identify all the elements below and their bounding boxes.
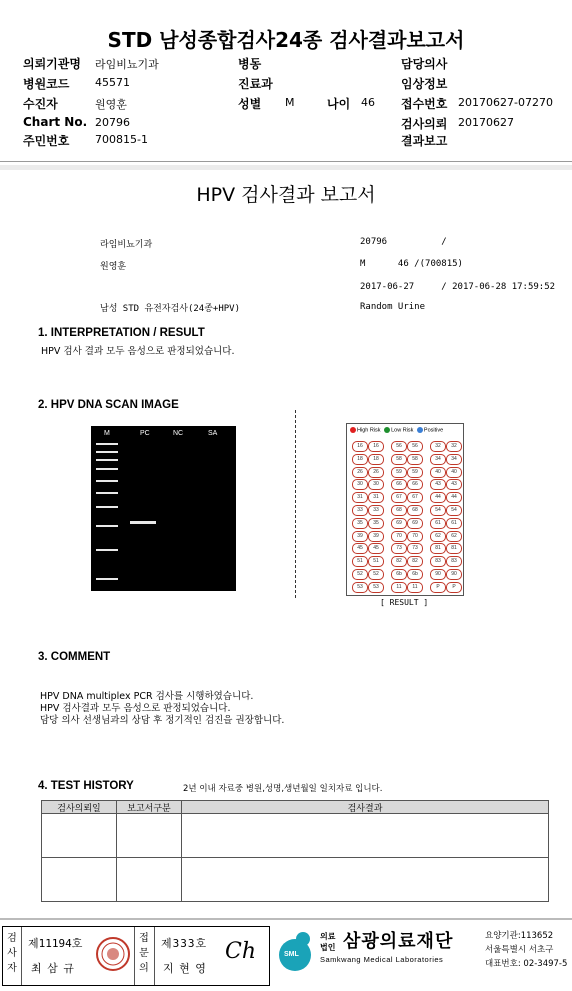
company-prefix <box>320 931 335 953</box>
table-col-line <box>116 801 117 901</box>
hpv-type-cell: 35 <box>352 518 368 529</box>
hpv-type-cell: 44 <box>446 492 462 503</box>
hpv-type-cell: P <box>446 582 462 593</box>
marker-band <box>96 468 118 470</box>
hpv-type-cell: 68 <box>407 505 423 516</box>
hpv-type-cell: 40 <box>430 467 446 478</box>
header-divider-band <box>0 165 572 170</box>
low-risk-dot <box>384 427 390 433</box>
history-table-header <box>42 801 548 814</box>
hpv-type-cell: 6b <box>391 569 407 580</box>
hpv-type-cell: 34 <box>446 454 462 465</box>
marker-band <box>96 525 118 527</box>
hpv-type-cell: 83 <box>430 556 446 567</box>
scan-title: 2. HPV DNA SCAN IMAGE <box>38 399 179 411</box>
marker-band <box>96 506 118 508</box>
hpv-type-cell: 90 <box>446 569 462 580</box>
sml-logo <box>273 929 317 973</box>
company-prefix-2: 법인 <box>320 943 336 952</box>
hpv-type-cell: 45 <box>352 543 368 554</box>
hpv-type-cell: 52 <box>352 569 368 580</box>
col-report-type: 보고서구분 <box>127 804 171 814</box>
col-test-result: 검사결과 <box>347 804 383 814</box>
receipt-value: 20170627-07270 <box>458 96 553 109</box>
hpv-type-cell: 53 <box>352 582 368 593</box>
hpv-type-cell: 44 <box>430 492 446 503</box>
box-line <box>21 927 22 985</box>
signer-name: 최 삼 규 <box>31 962 75 975</box>
hpv-type-cell: 45 <box>368 543 384 554</box>
hpv-type-cell: 73 <box>407 543 423 554</box>
marker-band <box>96 443 118 445</box>
hpv-type-cell: 54 <box>430 505 446 516</box>
marker-band <box>96 480 118 482</box>
hpv-type-cell: 62 <box>430 531 446 542</box>
high-risk-dot <box>350 427 356 433</box>
hpv-type-cell: 33 <box>352 505 368 516</box>
report-title: STD 남성종합검사24종 검사결과보고서 <box>107 28 465 52</box>
clinical-label: 임상정보 <box>401 77 448 91</box>
hpv-type-cell: 73 <box>391 543 407 554</box>
panel-legend <box>350 427 443 433</box>
marker-band <box>96 578 118 580</box>
hpv-type-cell: 59 <box>391 467 407 478</box>
hpv-type-cell: 70 <box>407 531 423 542</box>
company-prefix-1: 의료 <box>320 932 336 941</box>
hpv-type-cell: 81 <box>430 543 446 554</box>
info-specimen: Random Urine <box>360 302 426 312</box>
hpv-type-cell: 56 <box>391 441 407 452</box>
hpv-type-cell: 82 <box>407 556 423 567</box>
hpv-type-cell: 53 <box>368 582 384 593</box>
request-value: 20170627 <box>458 116 514 129</box>
hpv-type-cell: 30 <box>352 479 368 490</box>
hpv-type-cell: 67 <box>391 492 407 503</box>
hpv-report-title: HPV 검사결과 보고서 <box>196 184 376 206</box>
hpv-type-cell: 59 <box>407 467 423 478</box>
interpretation-text: HPV 검사 결과 모두 음성으로 판정되었습니다. <box>41 346 235 357</box>
sml-logo-text: SML <box>284 951 299 958</box>
hpv-type-cell: 31 <box>368 492 384 503</box>
company-contact <box>485 929 567 971</box>
hpv-type-cell: 51 <box>368 556 384 567</box>
hpv-type-cell: 18 <box>352 454 368 465</box>
report-label: 결과보고 <box>401 134 448 148</box>
scan-divider <box>295 410 296 598</box>
seal-image <box>95 936 131 972</box>
rrn-value: 700815-1 <box>95 133 148 146</box>
footer-divider <box>0 918 572 920</box>
age-value: 46 <box>361 96 375 109</box>
legend-high-risk: High Risk <box>357 427 381 434</box>
patient-label: 수진자 <box>23 97 58 111</box>
hpv-type-cell: 90 <box>430 569 446 580</box>
hpv-type-cell: 67 <box>407 492 423 503</box>
hpv-type-cell: 34 <box>430 454 446 465</box>
marker-band <box>96 459 118 461</box>
hpv-type-cell: 66 <box>391 479 407 490</box>
hpv-type-cell: 58 <box>391 454 407 465</box>
box-line <box>134 927 135 985</box>
institution-value: 라임비뇨기과 <box>95 58 159 71</box>
hpv-type-cell: 43 <box>446 479 462 490</box>
marker-band <box>96 549 118 551</box>
hpv-type-cell: 35 <box>368 518 384 529</box>
gel-lane-sa: SA <box>208 430 218 437</box>
hpv-type-cell: 82 <box>391 556 407 567</box>
ward-label: 병동 <box>238 57 262 71</box>
hpv-type-cell: 54 <box>446 505 462 516</box>
history-table <box>41 800 549 902</box>
info-patient: 원영훈 <box>100 262 127 272</box>
gel-image <box>91 426 236 591</box>
marker-band <box>96 451 118 453</box>
approver-license: 제333호 <box>161 937 208 950</box>
hpv-type-cell: 51 <box>352 556 368 567</box>
col-request-date: 검사의뢰일 <box>57 804 101 814</box>
request-label: 검사의뢰 <box>401 117 448 131</box>
age-label: 나이 <box>327 97 351 111</box>
hpv-type-cell: 62 <box>446 531 462 542</box>
contact-line: 서울특별시 서초구 <box>485 945 554 955</box>
hpv-type-cell: P <box>430 582 446 593</box>
hpv-type-cell: 33 <box>368 505 384 516</box>
hpv-type-cell: 11 <box>391 582 407 593</box>
contact-line: 대표번호: 02-3497-5 <box>485 959 568 969</box>
hpv-type-cell: 81 <box>446 543 462 554</box>
marker-band <box>96 492 118 494</box>
result-caption: [ RESULT ] <box>380 598 429 607</box>
hpv-type-cell: 40 <box>446 467 462 478</box>
pc-band <box>130 521 156 524</box>
signer-box <box>2 926 270 986</box>
gel-lane-nc: NC <box>173 430 184 437</box>
hpv-type-cell: 30 <box>368 479 384 490</box>
dept-label: 진료과 <box>238 77 273 91</box>
hpv-type-cell: 83 <box>446 556 462 567</box>
history-title: 4. TEST HISTORY <box>38 780 134 792</box>
hpv-type-cell: 18 <box>368 454 384 465</box>
hpv-type-cell: 56 <box>407 441 423 452</box>
info-dates: 2017-06-27 / 2017-06-28 17:59:52 <box>360 282 556 292</box>
comment-line: HPV DNA multiplex PCR 검사를 시행하였습니다. <box>40 691 254 702</box>
hpv-type-cell: 61 <box>446 518 462 529</box>
sex-label: 성별 <box>238 97 262 111</box>
comment-line: 담당 의사 선생님과의 상담 후 정기적인 검진을 권장합니다. <box>40 715 285 726</box>
hpv-type-cell: 32 <box>446 441 462 452</box>
table-row-line <box>42 857 548 858</box>
info-chart: 20796 / <box>360 237 447 247</box>
company-name: 삼광의료재단 <box>343 931 454 952</box>
hpv-type-cell: 58 <box>407 454 423 465</box>
hpv-type-cell: 26 <box>352 467 368 478</box>
sex-value: M <box>285 96 295 109</box>
gel-lane-pc: PC <box>140 430 150 437</box>
legend-positive: Positive <box>423 427 444 434</box>
hpv-type-cell: 39 <box>352 531 368 542</box>
patient-value: 원영훈 <box>95 98 127 111</box>
hpv-type-cell: 6b <box>407 569 423 580</box>
hpv-type-cell: 43 <box>430 479 446 490</box>
positive-dot <box>417 427 423 433</box>
hospital-code-label: 병원코드 <box>23 77 70 91</box>
history-note: 2년 이내 자료중 병원,성명,생년월일 일치자료 입니다. <box>183 784 383 794</box>
hpv-type-cell: 69 <box>407 518 423 529</box>
interpretation-title: 1. INTERPRETATION / RESULT <box>38 327 205 339</box>
legend-low-risk: Low Risk <box>391 427 414 434</box>
approver-label: 접문의 <box>139 933 149 974</box>
company-english: Samkwang Medical Laboratories <box>320 955 444 964</box>
hpv-type-cell: 39 <box>368 531 384 542</box>
gel-lane-m: M <box>104 430 110 437</box>
hospital-code-value: 45571 <box>95 76 130 89</box>
hpv-type-cell: 16 <box>352 441 368 452</box>
hpv-type-cell: 16 <box>368 441 384 452</box>
header-divider <box>0 161 572 162</box>
info-test-name: 남성 STD 유전자검사(24종+HPV) <box>100 304 240 314</box>
hpv-type-cell: 11 <box>407 582 423 593</box>
approver-signature: Ch <box>225 939 257 964</box>
comment-line: HPV 검사결과 모두 음성으로 판정되었습니다. <box>40 703 231 714</box>
info-sex-age: M 46 /(700815) <box>360 259 463 269</box>
hpv-result-panel <box>346 423 464 596</box>
hpv-type-cell: 61 <box>430 518 446 529</box>
receipt-label: 접수번호 <box>401 97 448 111</box>
doctor-label: 담당의사 <box>401 57 448 71</box>
hpv-type-cell: 26 <box>368 467 384 478</box>
info-institution: 라임비뇨기과 <box>100 240 153 250</box>
signer-label: 검사자 <box>7 933 17 974</box>
hpv-type-cell: 32 <box>430 441 446 452</box>
institution-label: 의뢰기관명 <box>23 57 81 71</box>
table-col-line <box>181 801 182 901</box>
rrn-label: 주민번호 <box>23 134 70 148</box>
chart-label: Chart No. <box>23 115 88 129</box>
approver-name: 지 현 영 <box>163 962 207 975</box>
hpv-type-cell: 31 <box>352 492 368 503</box>
hpv-type-cell: 66 <box>407 479 423 490</box>
hpv-type-cell: 52 <box>368 569 384 580</box>
hpv-type-cell: 68 <box>391 505 407 516</box>
contact-line: 요양기관:113652 <box>485 931 554 941</box>
box-line <box>154 927 155 985</box>
hpv-type-cell: 69 <box>391 518 407 529</box>
chart-value: 20796 <box>95 116 130 129</box>
signer-license: 제11194호 <box>28 937 83 950</box>
comment-title: 3. COMMENT <box>38 651 111 663</box>
hpv-type-cell: 70 <box>391 531 407 542</box>
